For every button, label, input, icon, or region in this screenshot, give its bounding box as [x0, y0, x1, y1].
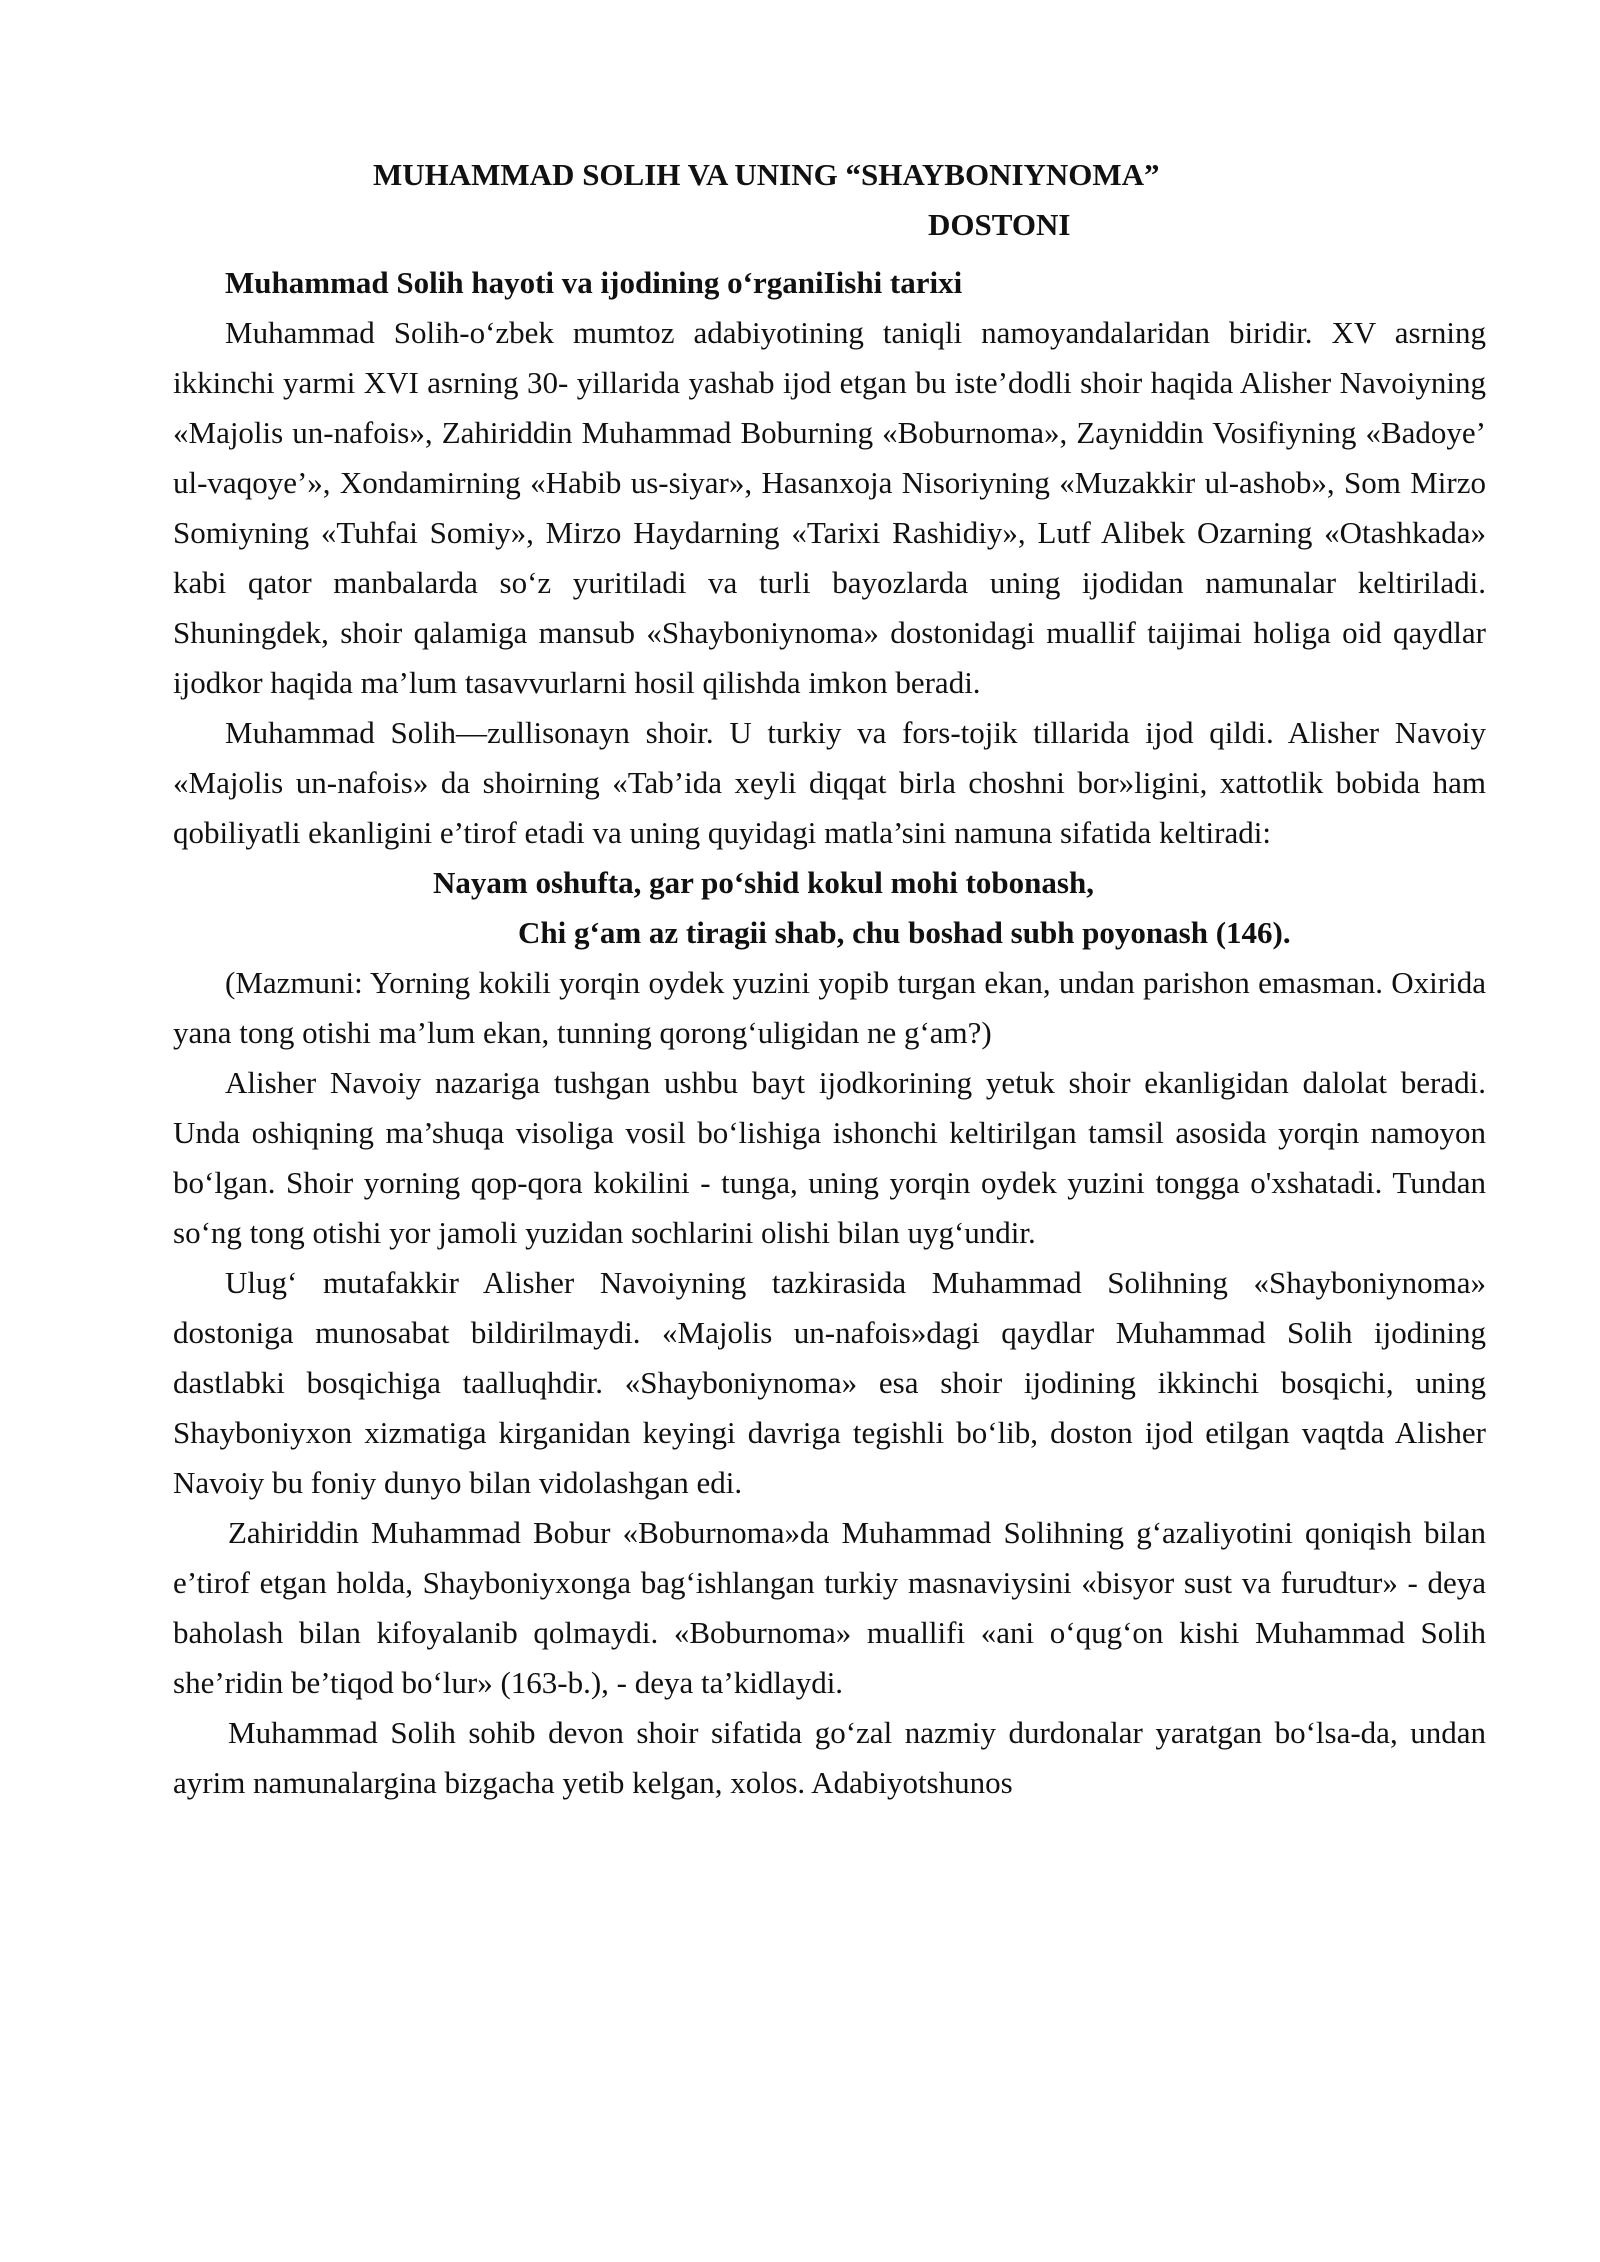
document-title-line-2: DOSTONI [928, 207, 1071, 242]
document-page [173, 150, 1486, 1808]
verse-line-2: Chi g‘am az tiragii shab, chu boshad subh poyonash (146). [518, 915, 1291, 950]
verse-line-1: Nayam oshufta, gar po‘shid kokul mohi tobonash, [433, 865, 1094, 900]
paragraph-3: (Mazmuni: Yorning kokili yorqin oydek yuzini yopib turgan ekan, undan parishon emasman. Oxirida yana tong otishi ma’lum ekan, tunning qorong‘uligidan ne g‘am?) [173, 965, 1486, 1050]
section-heading: Muhammad Solih hayoti va ijodining o‘rganiIishi tarixi [225, 265, 963, 300]
document-title-line-1: MUHAMMAD SOLIH VA UNING “SHAYBONIYNOMA” [373, 157, 1160, 192]
paragraph-2: Muhammad Solih—zullisonayn shoir. U turkiy va fors-tojik tillarida ijod qildi. Alisher Navoiy «Majolis un-nafois» da shoirning «Tab’ida xeyli diqqat birla choshni bor»ligini, xattotlik bobida ham qobiliyatli ekanligini e’tirof etadi va uning quyidagi matla’sini namuna sifatida keltiradi: [173, 715, 1486, 850]
paragraph-4: Alisher Navoiy nazariga tushgan ushbu bayt ijodkorining yetuk shoir ekanligidan dalolat beradi. Unda oshiqning ma’shuqa visoliga vosil bo‘lishiga ishonchi keltirilgan tamsil asosida yorqin namoyon bo‘lgan. Shoir yorning qop-qora kokilini - tunga, uning yorqin oydek yuzini tongga o'xshatadi. Tundan so‘ng tong otishi yor jamoli yuzidan sochlarini olishi bilan uyg‘undir. [173, 1065, 1486, 1250]
paragraph-7: Muhammad Solih sohib devon shoir sifatida go‘zal nazmiy durdonalar yaratgan bo‘lsa-da, undan ayrim namunalargina bizgacha yetib kelgan, xolos. Adabiyotshunos [173, 1715, 1486, 1800]
paragraph-5: Ulug‘ mutafakkir Alisher Navoiyning tazkirasida Muhammad Solihning «Shayboniynoma» dostoniga munosabat bildirilmaydi. «Majolis un-nafois»dagi qaydlar Muhammad Solih ijodining dastlabki bosqichiga taalluqhdir. «Shayboniynoma» esa shoir ijodining ikkinchi bosqichi, uning Shayboniyxon xizmatiga kirganidan keyingi davriga tegishli bo‘lib, doston ijod etilgan vaqtda Alisher Navoiy bu foniy dunyo bilan vidolashgan edi. [173, 1265, 1486, 1500]
paragraph-1: Muhammad Solih-o‘zbek mumtoz adabiyotining taniqli namoyandalaridan biridir. XV asrning ikkinchi yarmi XVI asrning 30- yillarida yashab ijod etgan bu iste’dodli shoir haqida Alisher Navoiyning «Majolis un-nafois», Zahiriddin Muhammad Boburning «Boburnoma», Zayniddin Vosifiyning «Badoye’ ul-vaqoye’», Xondamirning «Habib us-siyar», Hasanxoja Nisoriyning «Muzakkir ul-ashob», Som Mirzo Somiyning «Tuhfai Somiy», Mirzo Haydarning «Tarixi Rashidiy», Lutf Alibek Ozarning «Otashkada» kabi qator manbalarda so‘z yuritiladi va turli bayozlarda uning ijodidan namunalar keltiriladi. Shuningdek, shoir qalamiga mansub «Shayboniynoma» dostonidagi muallif taijimai holiga oid qaydlar ijodkor haqida ma’lum tasavvurlarni hosil qilishda imkon beradi. [173, 315, 1486, 700]
paragraph-6: Zahiriddin Muhammad Bobur «Boburnoma»da Muhammad Solihning g‘azaliyotini qoniqish bilan e’tirof etgan holda, Shayboniyxonga bag‘ishlangan turkiy masnaviysini «bisyor sust va furudtur» - deya baholash bilan kifoyalanib qolmaydi. «Boburnoma» muallifi «ani o‘qug‘on kishi Muhammad Solih she’ridin be’tiqod bo‘lur» (163-b.), - deya ta’kidlaydi. [173, 1515, 1486, 1700]
